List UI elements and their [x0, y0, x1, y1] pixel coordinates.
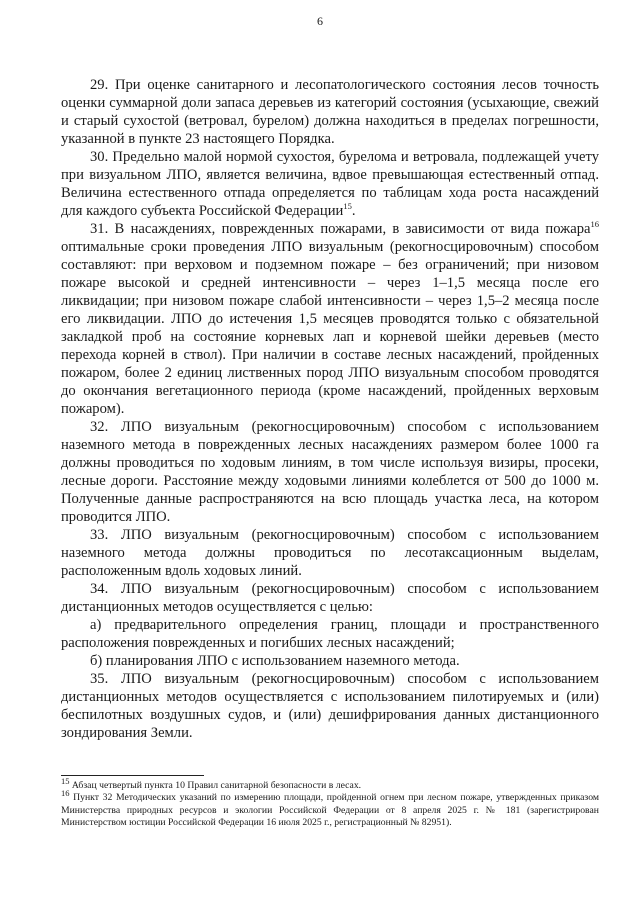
paragraph-33: 33. ЛПО визуальным (рекогносцировочным) способом с использованием наземного метода должны проводиться по лесотаксационным выделам, расположенным вдоль ходовых линий.: [61, 527, 599, 579]
paragraph-30: [61, 148, 599, 220]
footnote-separator: [61, 775, 204, 776]
footnote-16: [61, 788, 599, 829]
paragraph-31: [61, 220, 599, 418]
paragraph-29: 29. При оценке санитарного и лесопатологического состояния лесов точность оценки суммарной доли запаса деревьев из категорий состояния (усыхающие, свежий и старый сухостой (ветровал, бурелом) должна находиться в пределах погрешности, указанной в пункте 23 настоящего Порядка.: [61, 77, 599, 147]
page-number: 6: [317, 14, 323, 28]
paragraph-34-b: б) планирования ЛПО с использованием наземного метода.: [90, 653, 460, 669]
paragraph-31-text-b: оптимальные сроки проведения ЛПО визуальным (рекогносцировочным) способом составляют: при верховом и подземном пожаре – без ограничений; при низовом пожаре высокой и средней интенсивности – через 1–1,5 месяца после его ликвидации; при низовом пожаре слабой интенсивности – через 1,5–2 месяца после его ликвидации. ЛПО до истечения 1,5 месяцев проводятся только с обязательной закладкой проб на состояние корневых лап и корневой шейки деревьев (место перехода корней в ствол). При наличии в составе лесных насаждений, пройденных пожаром, более 2 единиц лиственных пород ЛПО визуальным способом проводятся до окончания вегетационного периода (кроме насаждений, пройденных верховым пожаром).: [61, 239, 599, 417]
document-body: [61, 76, 599, 742]
paragraph-32: 32. ЛПО визуальным (рекогносцировочным) способом с использованием наземного метода в поврежденных лесных насаждениях размером более 1000 га должны проводиться по ходовым линиям, в том числе используя визиры, просеки, лесные дороги. Расстояние между ходовыми линиями колеблется от 500 до 1000 м. Полученные данные распространяются на всю площадь участка леса, на котором проводится ЛПО.: [61, 419, 599, 525]
paragraph-35: 35. ЛПО визуальным (рекогносцировочным) способом с использованием дистанционных методов осуществляется с использованием пилотируемых и (или) беспилотных воздушных судов, и (или) дешифрирования данных дистанционного зондирования Земли.: [61, 671, 599, 741]
footnote-15-number: 15: [61, 775, 70, 786]
paragraph-30-text: 30. Предельно малой нормой сухостоя, бурелома и ветровала, подлежащей учету при визуальном ЛПО, является величина, вдвое превышающая естественный отпад. Величина естественного отпада определяется по таблицам хода роста насаждений для каждого субъекта Российской Федерации: [61, 149, 599, 219]
footnote-15-text: Абзац четвертый пункта 10 Правил санитарной безопасности в лесах.: [69, 780, 362, 791]
footnote-16-text: Пункт 32 Методических указаний по измерению площади, пройденной огнем при лесном пожаре, утвержденных приказом Министерства природных ресурсов и экологии Российской Федерации от 8 апреля 2025 г. № 181 (зарегистрирован Министерством юстиции Российской Федерации 16 июля 2025 г., регистрационный № 82951).: [61, 792, 599, 829]
footnote-16-number: 16: [61, 788, 70, 799]
footnote-15: [61, 775, 599, 792]
paragraph-34: 34. ЛПО визуальным (рекогносцировочным) способом с использованием дистанционных методов осуществляется с целью:: [61, 581, 599, 615]
paragraph-30-end: .: [351, 203, 356, 219]
footnote-ref-15: 15: [343, 201, 352, 212]
paragraph-31-text-a: 31. В насаждениях, поврежденных пожарами, в зависимости от вида пожара: [90, 221, 591, 237]
footnote-ref-16: 16: [590, 219, 599, 230]
footnotes: [61, 775, 599, 830]
paragraph-34-a: а) предварительного определения границ, площади и пространственного расположения поврежденных и погибших лесных насаждений;: [61, 617, 599, 651]
